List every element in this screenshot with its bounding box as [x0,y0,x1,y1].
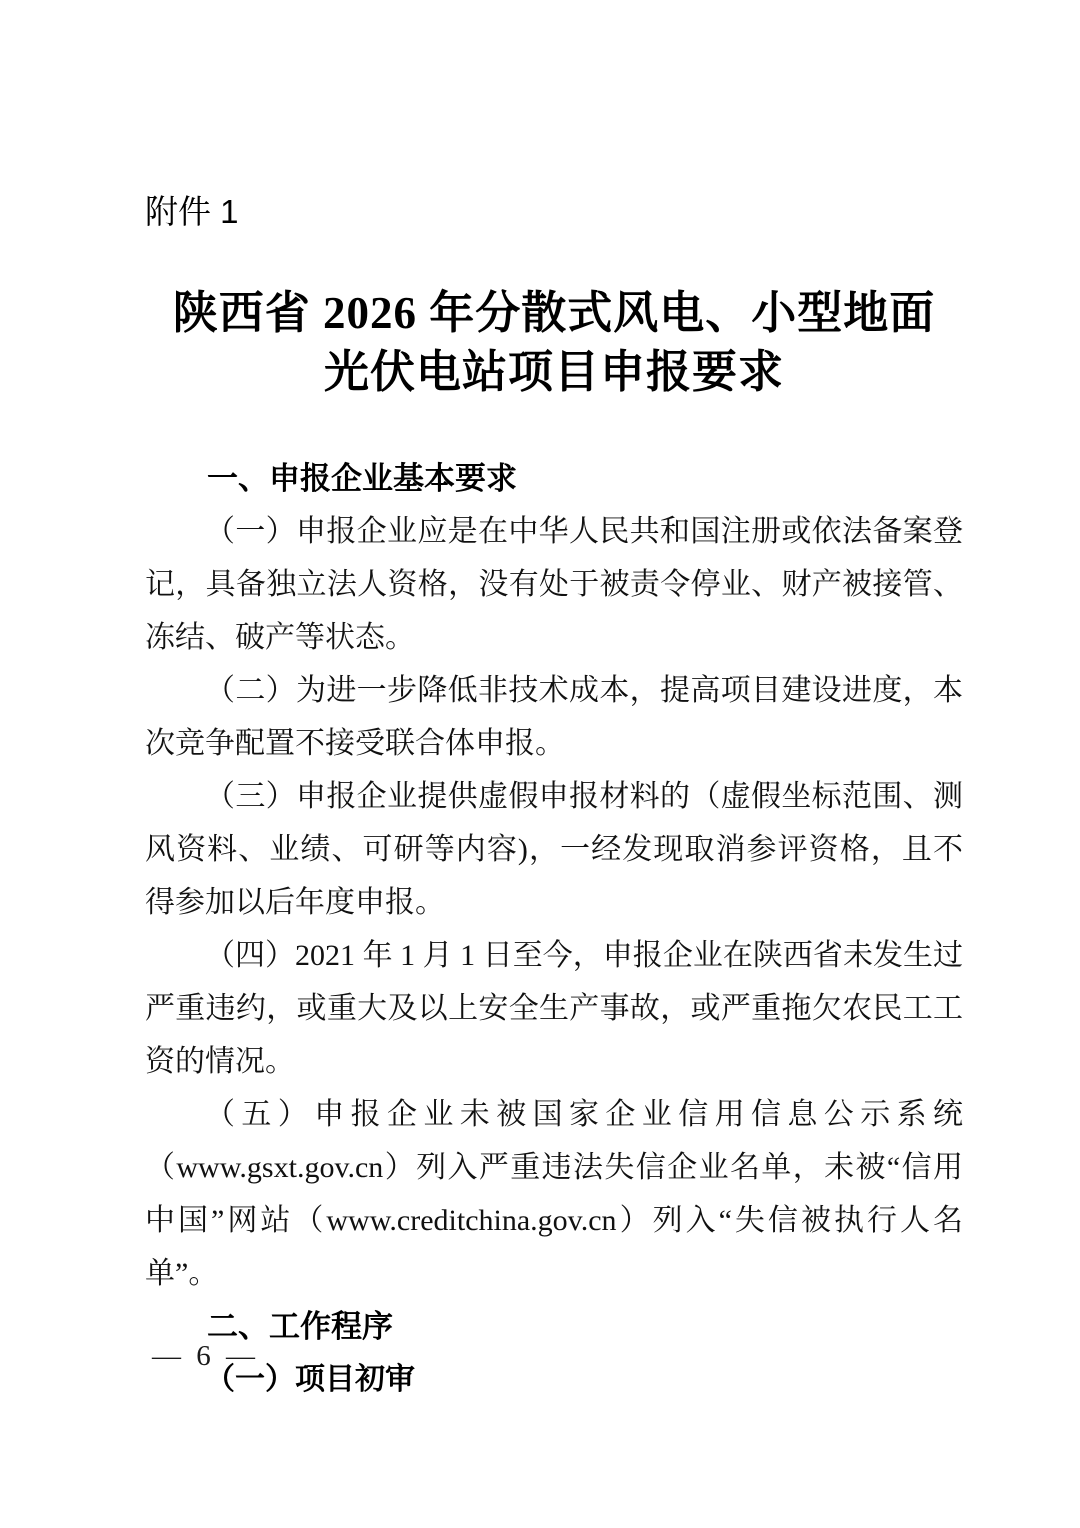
paragraph-5: （五）申报企业未被国家企业信用信息公示系统（www.gsxt.gov.cn）列入严重违法失信企业名单，未被“信用中国”网站（www.creditchina.gov.cn）列入“失信被执行人名单”。 [145,1098,963,1290]
document-content [145,192,963,1406]
document-title-line-2: 光伏电站项目申报要求 [323,347,784,397]
section-2-heading: 二、工作程序 [207,1309,393,1344]
paragraph-4: （四）2021 年 1 月 1 日至今，申报企业在陕西省未发生过严重违约，或重大及以上安全生产事故，或严重拖欠农民工工资的情况。 [145,939,963,1078]
document-title [145,284,963,402]
document-title-line-1: 陕西省 2026 年分散式风电、小型地面 [172,288,936,338]
page-number: — 6 — [152,1340,259,1372]
paragraph-3: （三）申报企业提供虚假申报材料的（虚假坐标范围、测风资料、业绩、可研等内容)，一经发现取消参评资格，且不得参加以后年度申报。 [145,780,963,919]
attachment-label: 附件 1 [145,193,239,230]
section-2-sub-heading: （一）项目初审 [205,1363,415,1396]
section-1-heading: 一、申报企业基本要求 [207,461,517,496]
paragraph-2: （二）为进一步降低非技术成本，提高项目建设进度，本次竞争配置不接受联合体申报。 [145,674,963,760]
paragraph-1: （一）申报企业应是在中华人民共和国注册或依法备案登记，具备独立法人资格，没有处于被责令停业、财产被接管、冻结、破产等状态。 [145,515,963,654]
